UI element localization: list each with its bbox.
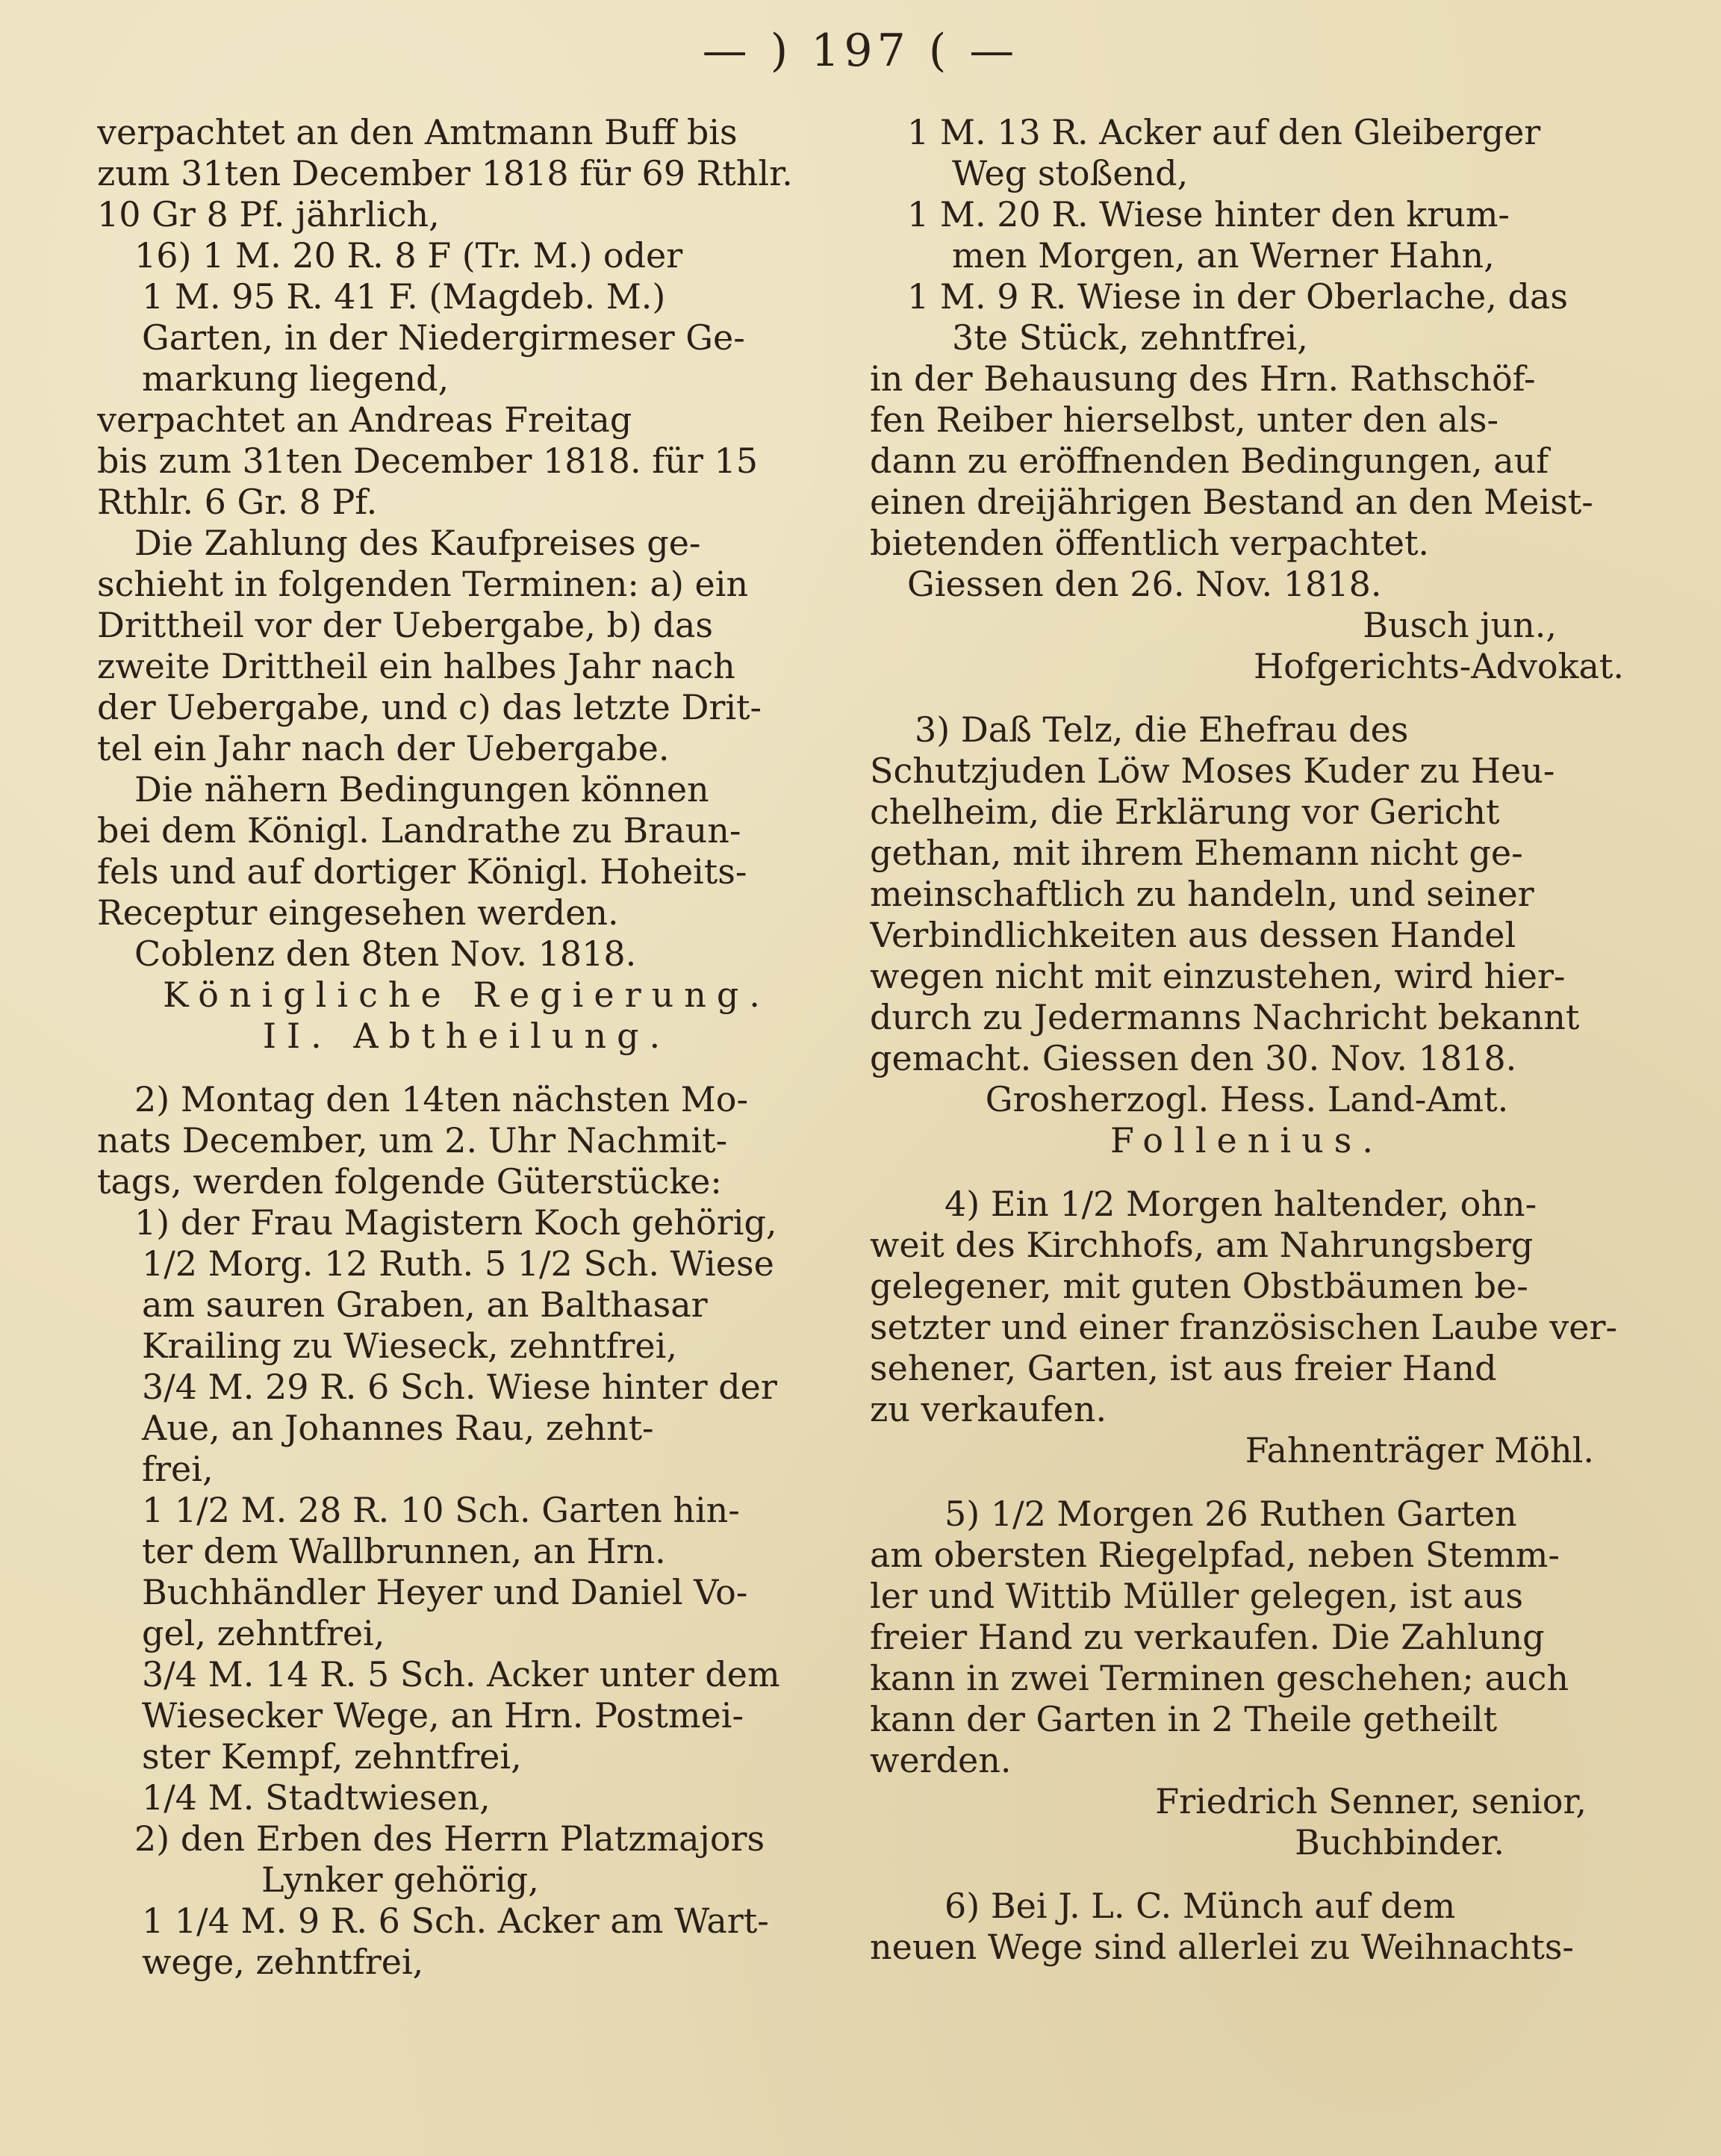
text-line: neuen Wege sind allerlei zu Weihnachts- (870, 1927, 1574, 1967)
signature-title: Buchbinder. (1295, 1822, 1504, 1863)
text-line: ter dem Wallbrunnen, an Hrn. (142, 1531, 666, 1571)
text-line: fels und auf dortiger Königl. Hoheits- (97, 851, 747, 892)
text-line: men Morgen, an Werner Hahn, (952, 235, 1495, 276)
signature-name: Follenius. (1110, 1120, 1384, 1161)
signature-name: Fahnenträger Möhl. (1245, 1430, 1594, 1470)
text-line: zum 31ten December 1818 für 69 Rthlr. (97, 153, 793, 193)
left-column (97, 112, 836, 1983)
text-line: durch zu Jedermanns Nachricht bekannt (870, 997, 1580, 1037)
text-line: gethan, mit ihrem Ehemann nicht ge- (870, 833, 1523, 873)
text-line: Wiesecker Wege, an Hrn. Postmei- (142, 1695, 744, 1736)
text-line: 3te Stück, zehntfrei, (952, 317, 1308, 358)
text-line: 10 Gr 8 Pf. jährlich, (97, 194, 440, 234)
text-line: wege, zehntfrei, (142, 1942, 424, 1982)
dateline: Coblenz den 8ten Nov. 1818. (134, 933, 637, 974)
text-line: 2) Montag den 14ten nächsten Mo- (134, 1079, 748, 1119)
text-line: markung liegend, (142, 358, 449, 399)
text-line: bei dem Königl. Landrathe zu Braun- (97, 810, 741, 851)
text-line: sehener, Garten, ist aus freier Hand (870, 1348, 1497, 1388)
text-line: zu verkaufen. (870, 1389, 1107, 1429)
text-line: Lynker gehörig, (261, 1860, 539, 1900)
text-line: freier Hand zu verkaufen. Die Zahlung (870, 1617, 1545, 1657)
text-line: weit des Kirchhofs, am Nahrungsberg (870, 1225, 1534, 1265)
text-line: Aue, an Johannes Rau, zehnt- (142, 1408, 654, 1448)
text-line: gemacht. Giessen den 30. Nov. 1818. (870, 1038, 1517, 1078)
text-line: Die Zahlung des Kaufpreises ge- (134, 523, 701, 563)
text-line: Weg stoßend, (952, 153, 1189, 193)
text-line: tags, werden folgende Güterstücke: (97, 1161, 722, 1202)
text-line: gel, zehntfrei, (142, 1613, 385, 1653)
text-line: zweite Drittheil ein halbes Jahr nach (97, 646, 735, 686)
text-line: dann zu eröffnenden Bedingungen, auf (870, 441, 1549, 481)
text-line: 16) 1 M. 20 R. 8 F (Tr. M.) oder (134, 235, 683, 276)
text-line: frei, (142, 1449, 214, 1489)
text-line: 1 M. 9 R. Wiese in der Oberlache, das (907, 276, 1568, 317)
text-line: kann in zwei Terminen geschehen; auch (870, 1658, 1569, 1698)
text-line: 1) der Frau Magistern Koch gehörig, (134, 1202, 777, 1243)
text-line: schieht in folgenden Terminen: a) ein (97, 564, 749, 604)
text-line: Drittheil vor der Uebergabe, b) das (97, 605, 713, 645)
signature-office: Grosherzogl. Hess. Land-Amt. (985, 1079, 1509, 1119)
text-line: Krailing zu Wieseck, zehntfrei, (142, 1326, 677, 1366)
text-line: 1 M. 95 R. 41 F. (Magdeb. M.) (142, 276, 666, 317)
text-line: verpachtet an den Amtmann Buff bis (97, 112, 738, 152)
text-line: fen Reiber hierselbst, unter den als- (870, 400, 1499, 440)
text-line: 6) Bei J. L. C. Münch auf dem (944, 1886, 1456, 1926)
text-line: verpachtet an Andreas Freitag (97, 400, 632, 440)
signature-title: Hofgerichts-Advokat. (1254, 646, 1624, 686)
text-line: Schutzjuden Löw Moses Kuder zu Heu- (870, 751, 1555, 791)
text-line: einen dreijährigen Bestand an den Meist- (870, 482, 1593, 522)
text-line: tel ein Jahr nach der Uebergabe. (97, 728, 670, 768)
text-line: am sauren Graben, an Balthasar (142, 1284, 708, 1325)
signature-authority: Königliche Regierung. (163, 975, 771, 1015)
text-line: Buchhändler Heyer und Daniel Vo- (142, 1572, 748, 1612)
text-line: Die nähern Bedingungen können (134, 769, 709, 810)
text-line: 1 1/2 M. 28 R. 10 Sch. Garten hin- (142, 1490, 740, 1530)
text-line: werden. (870, 1740, 1012, 1780)
signature-name: Busch jun., (1363, 605, 1557, 645)
text-line: ster Kempf, zehntfrei, (142, 1736, 522, 1777)
text-line: 1/2 Morg. 12 Ruth. 5 1/2 Sch. Wiese (142, 1243, 774, 1284)
text-line: 3/4 M. 29 R. 6 Sch. Wiese hinter der (142, 1367, 777, 1407)
page-number: — ) 197 ( — (702, 25, 1019, 77)
text-line: kann der Garten in 2 Theile getheilt (870, 1699, 1498, 1739)
text-line: 1 M. 13 R. Acker auf den Gleiberger (907, 112, 1541, 152)
text-line: Rthlr. 6 Gr. 8 Pf. (97, 482, 378, 522)
text-line: Receptur eingesehen werden. (97, 892, 619, 933)
text-line: am obersten Riegelpfad, neben Stemm- (870, 1535, 1560, 1575)
dateline: Giessen den 26. Nov. 1818. (907, 564, 1382, 604)
text-line: meinschaftlich zu handeln, und seiner (870, 874, 1534, 914)
text-line: bis zum 31ten December 1818. für 15 (97, 441, 759, 481)
text-line: Verbindlichkeiten aus dessen Handel (870, 915, 1516, 955)
text-line: nats December, um 2. Uhr Nachmit- (97, 1120, 728, 1161)
text-line: 2) den Erben des Herrn Platzmajors (134, 1818, 765, 1859)
text-line: Garten, in der Niedergirmeser Ge- (142, 317, 745, 358)
text-line: 1 M. 20 R. Wiese hinter den krum- (907, 194, 1510, 234)
text-line: in der Behausung des Hrn. Rathschöf- (870, 358, 1536, 399)
signature-name: Friedrich Senner, senior, (1155, 1781, 1587, 1821)
text-line: 3) Daß Telz, die Ehefrau des (915, 709, 1409, 750)
text-line: 1 1/4 M. 9 R. 6 Sch. Acker am Wart- (142, 1901, 769, 1941)
text-line: 3/4 M. 14 R. 5 Sch. Acker unter dem (142, 1654, 780, 1694)
text-line: setzter und einer französischen Laube ver- (870, 1307, 1617, 1347)
text-line: der Uebergabe, und c) das letzte Drit- (97, 687, 762, 727)
text-line: wegen nicht mit einzustehen, wird hier- (870, 956, 1566, 996)
text-line: ler und Wittib Müller gelegen, ist aus (870, 1576, 1524, 1616)
signature-department: II. Abtheilung. (262, 1016, 671, 1056)
text-line: 1/4 M. Stadtwiesen, (142, 1777, 491, 1818)
text-line: gelegener, mit guten Obstbäumen be- (870, 1266, 1528, 1306)
text-line: bietenden öffentlich verpachtet. (870, 523, 1430, 563)
right-column (870, 112, 1624, 1968)
text-line: chelheim, die Erklärung vor Gericht (870, 792, 1500, 832)
text-line: 5) 1/2 Morgen 26 Ruthen Garten (944, 1494, 1517, 1534)
text-line: 4) Ein 1/2 Morgen haltender, ohn- (944, 1184, 1537, 1224)
